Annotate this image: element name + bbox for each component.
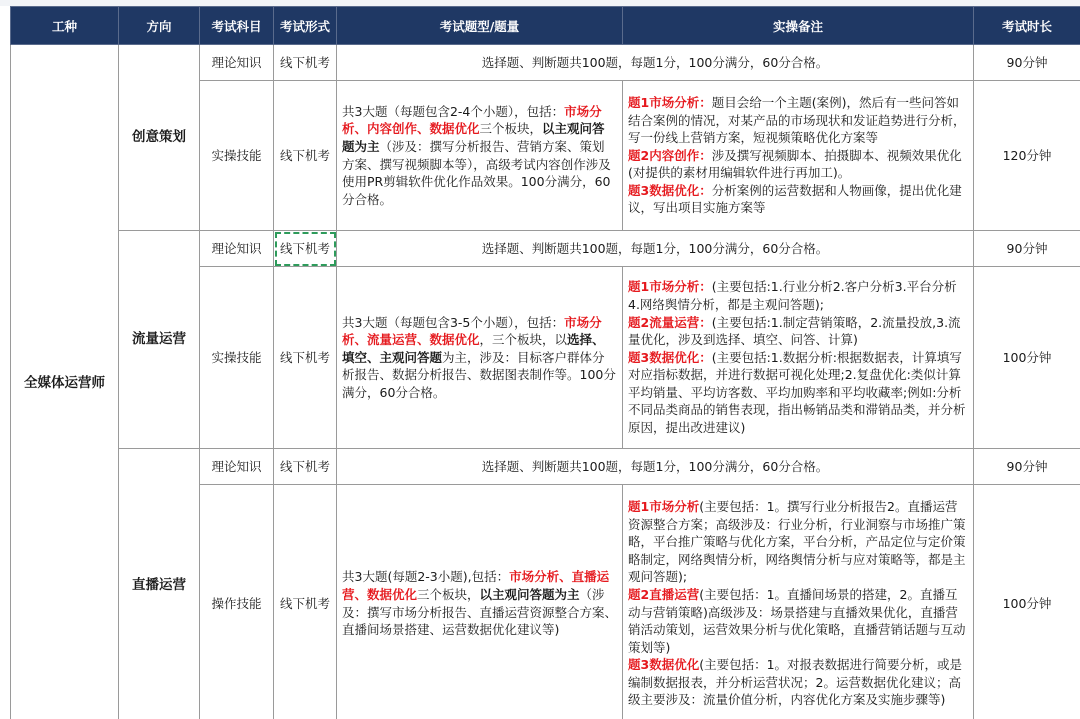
note-line (628, 498, 968, 586)
note-text: (主要包括：1。撰写行业分析报告2。直播运营资源整合方案；高级涉及：行业分析，行业洞察与市场推广策略，平台推广策略与优化方案，平台分析，产品定位与定价策略制定，网络舆情分析，网络舆情分析与应对策略等，都是主观问答题); (628, 498, 966, 585)
header-subject[interactable]: 考试科目 (200, 7, 274, 45)
subject-cell[interactable]: 实操技能 (200, 267, 274, 449)
desc-bold: 选择、填空、主观问答题 (342, 332, 605, 365)
duration-cell[interactable]: 120分钟 (974, 81, 1080, 231)
duration-cell[interactable]: 90分钟 (974, 231, 1080, 267)
note-title: 题3数据优化： (628, 182, 712, 198)
subject-cell[interactable]: 理论知识 (200, 449, 274, 485)
duration-cell[interactable]: 100分钟 (974, 267, 1080, 449)
table-row (11, 449, 1080, 485)
desc-highlight: 市场分析、内容创作、数据优化 (342, 103, 602, 137)
desc-text: （涉及：撰写分析报告、营销方案、策划方案、撰写视频脚本等），高级考试内容创作涉及使用PR剪辑软件优化作品效果。100分满分，60分合格。 (342, 138, 611, 207)
note-title: 题1市场分析： (628, 94, 712, 110)
note-title: 题3数据优化： (628, 349, 712, 365)
header-notes[interactable]: 实操备注 (623, 7, 974, 45)
note-text: (主要包括:1.行业分析2.客户分析3.平台分析4.网络舆情分析，都是主观问答题); (628, 279, 957, 312)
header-row (11, 7, 1080, 45)
duration-cell[interactable]: 90分钟 (974, 449, 1080, 485)
desc-text: 共3大题(每题2-3小题),包括： (342, 569, 510, 585)
practice-desc-cell[interactable] (337, 267, 623, 449)
note-text: (主要包括：1。直播间场景的搭建，2。直播互动与营销策略)高级涉及：场景搭建与直播效果优化，直播营销活动策划，运营效果分析与优化策略，直播营销话题与互动策划等) (628, 586, 966, 655)
note-text: 题目会给一个主题(案例)，然后有一些问答如结合案例的情况，对某产品的市场现状和发证趋势进行分析，写一份线上营销方案，短视频策略优化方案等 (628, 94, 966, 146)
desc-highlight: 市场分析、直播运营、数据优化 (342, 569, 610, 602)
note-line (628, 349, 968, 437)
note-title: 题2流量运营： (628, 314, 712, 330)
practice-desc-cell[interactable] (337, 81, 623, 231)
note-text: (主要包括：1。对报表数据进行简要分析，或是编制数据报表，并分析运营状况；2。运营数据优化建议；高级主要涉及：流量价值分析，内容优化方案及实施步骤等) (628, 657, 963, 708)
note-title: 题2内容创作： (628, 147, 712, 163)
form-cell[interactable]: 线下机考 (274, 449, 337, 485)
theory-desc-cell[interactable]: 选择题、判断题共100题，每题1分，100分满分，60分合格。 (337, 231, 974, 267)
note-line (628, 94, 968, 147)
duration-cell[interactable]: 90分钟 (974, 45, 1080, 81)
note-text: 涉及撰写视频脚本、拍摄脚本、视频效果优化(对提供的素材用编辑软件进行再加工)。 (628, 147, 962, 181)
theory-desc-cell[interactable]: 选择题、判断题共100题，每题1分，100分满分，60分合格。 (337, 45, 974, 81)
note-title: 题1市场分析： (628, 279, 712, 295)
desc-bold: 以主观问答题为主 (342, 121, 605, 154)
note-text: (主要包括:1.数据分析:根据数据表，计算填写对应指标数据，并进行数据可视化处理;2.复盘优化:类似计算平均销量、平均访客数、平均加购率和平均收藏率;例如:分析不同品类商品的销售表现，指出畅销品类和滞销品类，并分析原因，提出改进建议) (628, 349, 966, 436)
desc-text: 三个板块， (479, 121, 543, 137)
header-direction[interactable]: 方向 (119, 7, 200, 45)
desc-bold: 以主观问答题为主 (479, 586, 580, 602)
notes-cell[interactable] (623, 485, 974, 719)
table-row (11, 231, 1080, 267)
table-row (11, 45, 1080, 81)
header-question-type[interactable]: 考试题型/题量 (337, 7, 623, 45)
subject-cell[interactable]: 实操技能 (200, 81, 274, 231)
direction-cell-live[interactable]: 直播运营 (119, 449, 200, 719)
header-duration[interactable]: 考试时长 (974, 7, 1080, 45)
direction-cell-creative[interactable]: 创意策划 (119, 45, 200, 231)
desc-text: 共3大题（每题包含2-4个小题），包括： (342, 103, 565, 119)
form-cell[interactable]: 线下机考 (274, 485, 337, 719)
desc-text: 为主，涉及：目标客户群体分析报告、数据分析报告、数据图表制作等。100分满分，60分合格。 (342, 349, 616, 400)
note-line (628, 147, 968, 182)
desc-highlight: 市场分析、流量运营、数据优化 (342, 314, 602, 348)
note-text: (主要包括:1.制定营销策略，2.流量投放,3.流量优化，涉及到选择、填空、问答、计算) (628, 314, 961, 348)
form-cell[interactable]: 线下机考 (274, 45, 337, 81)
note-line (628, 656, 968, 709)
subject-cell[interactable]: 操作技能 (200, 485, 274, 719)
direction-cell-traffic[interactable]: 流量运营 (119, 231, 200, 449)
note-title: 题1市场分析 (628, 498, 700, 514)
note-line (628, 586, 968, 656)
note-line (628, 314, 968, 349)
practice-desc-cell[interactable] (337, 485, 623, 719)
note-text: 分析案例的运营数据和人物画像，提出优化建议，写出项目实施方案等 (628, 182, 962, 216)
desc-text: 三个板块， (417, 586, 480, 602)
note-title: 题2直播运营 (628, 586, 700, 602)
form-cell[interactable]: 线下机考 (274, 267, 337, 449)
header-form[interactable]: 考试形式 (274, 7, 337, 45)
note-title: 题3数据优化 (628, 657, 700, 673)
notes-cell[interactable] (623, 267, 974, 449)
form-cell-selected[interactable]: 线下机考 (274, 231, 337, 267)
duration-cell[interactable]: 100分钟 (974, 485, 1080, 719)
note-line (628, 182, 968, 217)
exam-table (10, 6, 1080, 719)
desc-text: ，三个板块，以 (479, 332, 568, 348)
desc-text: （涉及：撰写市场分析报告、直播运营资源整合方案、直播间场景搭建、运营数据优化建议等) (342, 586, 618, 638)
notes-cell[interactable] (623, 81, 974, 231)
subject-cell[interactable]: 理论知识 (200, 231, 274, 267)
form-cell[interactable]: 线下机考 (274, 81, 337, 231)
header-job[interactable]: 工种 (11, 7, 119, 45)
desc-text: 共3大题（每题包含3-5个小题），包括： (342, 314, 565, 330)
job-cell[interactable]: 全媒体运营师 (11, 45, 119, 719)
theory-desc-cell[interactable]: 选择题、判断题共100题，每题1分，100分满分，60分合格。 (337, 449, 974, 485)
note-line (628, 278, 968, 313)
subject-cell[interactable]: 理论知识 (200, 45, 274, 81)
